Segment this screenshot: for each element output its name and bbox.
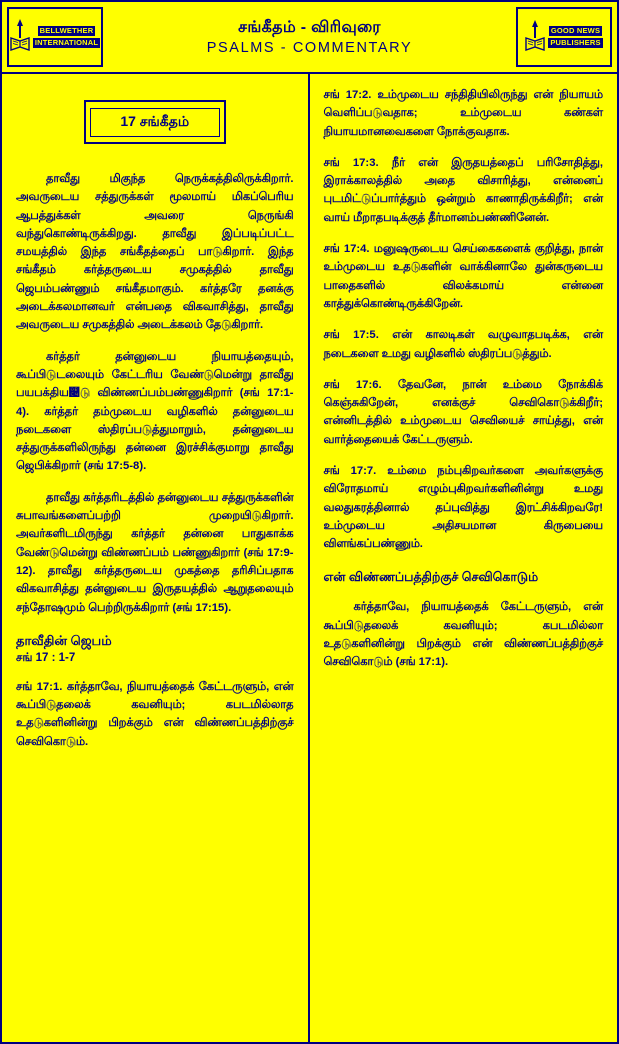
commentary-paragraph-1: தாவீது மிகுந்த நெருக்கத்திலிருக்கிறார். அவருடைய சத்துருக்கள் மூலமாய் மிகப்பெரிய ஆபத்துக்கள் அவரை நெருங்கி வந்துகொண்டிருக்கிறது. தாவீது இப்படிப்பட்ட சமயத்தில் இந்த சங்கீதத்தைப் பாடுகிறார். இந்த சங்கீதம் கர்த்தருடைய சமுகத்தில் தாவீது ஜெபம்பண்ணும் சங்கீதமாகும். கர்த்தரே தனக்கு அடைக்கலமானவர் என்பதை விகவாசித்து, தாவீது அவருடைய சமுகத்தில் அடைக்கலம் தேடுகிறார். — [16, 173, 294, 332]
section-subheading: சங் 17 : 1-7 — [16, 651, 76, 664]
right-column-subheading: என் விண்ணப்பத்திற்குச் செவிகொடும் — [323, 569, 539, 584]
psalm-number-badge — [84, 100, 226, 144]
page-title — [108, 7, 511, 67]
logo-line-2: PUBLISHERS — [550, 38, 601, 47]
two-column-body — [2, 74, 617, 1042]
commentary-paragraph-2: கர்த்தர் தன்னுடைய நியாயத்தையும், கூப்பிடுடலையும் கேட்டரிய வேண்டுமென்று தாவீது பயபக்திய௄டு விண்ணப்பம்பண்ணுகிறார் (சங் 17:1-4). கர்த்தர் தம்முடைய வழிகளில் தன்னுடைய நடைகளை ஸ்திரப்படுத்துமாறும், தன்னுடைய சத்துருக்களிலிருந்து தன்னை இரச்சிக்குமாறு தாவீது ஜெபிக்கிறார் (சங் 17:5-8). — [16, 350, 294, 473]
verse-17-3: சங் 17:3. நீர் என் இருதயத்தைப் பரிசோதித்து, இராக்காலத்தில் அதை விசாரித்து, என்னைப் புடமிட்டுப்பார்த்தும் ஒன்றும் காணாதிருக்கிறீர்; என் வாய் மீறாதபடிக்குத் தீர்மானம்பண்ணினேன். — [323, 156, 603, 224]
logo-line-1: BELLWETHER — [39, 26, 94, 36]
left-column — [2, 74, 310, 1042]
commentary-paragraph-3: தாவீது கர்த்தரிடத்தில் தன்னுடைய சத்துருக்களின் சுபாவங்களைப்பற்றி முறையிடுகிறார். அவர்களிடமிருந்து கர்த்தர் தன்னை பாதுகாக்க வேண்டுமென்று விண்ணப்பம் பண்ணுகிறார் (சங் 17:9-12). தாவீது கர்த்தருடைய முகத்தை தரிசிப்பதாக விகவாசித்து தன்னுடைய இருதயத்தில் ஆறுதலையும் சந்தோஷமும் பெற்றிருக்கிறார் (சங் 17:15). — [16, 491, 294, 614]
verse-17-4: சங் 17:4. மனுஷருடைய செய்கைகளைக் குறித்து, நான் உம்முடைய உதடுகளின் வாக்கினாலே துன்கருடைய பாதைகளில் விலக்கமாய் என்னை காத்துக்கொண்டிருக்கிறேன். — [323, 243, 603, 310]
title-english: PSALMS - COMMENTARY — [206, 40, 413, 56]
open-book-logo-icon — [525, 18, 545, 57]
open-book-torch-logo-icon — [10, 18, 30, 57]
verse-17-5: சங் 17:5. என் காலடிகள் வழுவாதபடிக்க, என் நடைகளை உமது வழிகளில் ஸ்திரப்படுத்தும். — [323, 329, 603, 360]
logo-line-1: GOOD NEWS — [550, 26, 601, 36]
verse-17-6: சங் 17:6. தேவனே, நான் உம்மை நோக்கிக் கெஞ்சுகிறேன், எனக்குச் செவிகொடுக்கிறீர்; என்னிடத்தில் உம்முடைய செவியைச் சாய்த்து, என் வார்த்தையைக் கேட்டருளும். — [323, 378, 603, 446]
verse-17-2: சங் 17:2. உம்முடைய சந்திதியிலிருந்து என் நியாயம் வெளிப்படுவதாக; உம்முடைய கண்கள் நியாயமானவைகளை நோக்குவதாக. — [323, 89, 603, 138]
bellwether-international-logo — [7, 7, 103, 67]
closing-paragraph: கர்த்தாவே, நியாயத்தைக் கேட்டருளும், என் கூப்பிடுதலைக் கவனியும்; கபடமில்லா உதடுகளினின்று பிறக்கும் என் விண்ணப்பத்திற்குச் செவிகொடும் (சங் 17:1). — [323, 601, 603, 669]
psalm-number-label: 17 சங்கீதம் — [90, 108, 220, 137]
verse-17-7: சங் 17:7. உம்மை நம்புகிறவர்களை அவர்களுக்கு விரோதமாய் எழும்புகிறவர்களினின்று உமது வலதுகரத்தினால் தப்புவித்து இரட்சிக்கிறவரே! உம்முடைய அதிசயமான கிருபையை விளங்கப்பண்ணும். — [323, 465, 603, 551]
page-header — [2, 2, 617, 74]
right-column — [310, 74, 618, 1042]
title-tamil: சங்கீதம் - விரிவுரை — [238, 19, 381, 36]
section-heading: தாவீதின் ஜெபம் — [16, 632, 112, 648]
logo-line-2: INTERNATIONAL — [34, 38, 99, 47]
good-news-publishers-logo — [516, 7, 612, 67]
verse-17-1: சங் 17:1. கர்த்தாவே, நியாயத்தைக் கேட்டருளும், என் கூப்பிடுதலைக் கவனியும்; கபடமில்லாத உதடுகளினின்று பிறக்கும் என் விண்ணப்பத்திற்குச் செவிகொடும். — [16, 680, 294, 748]
